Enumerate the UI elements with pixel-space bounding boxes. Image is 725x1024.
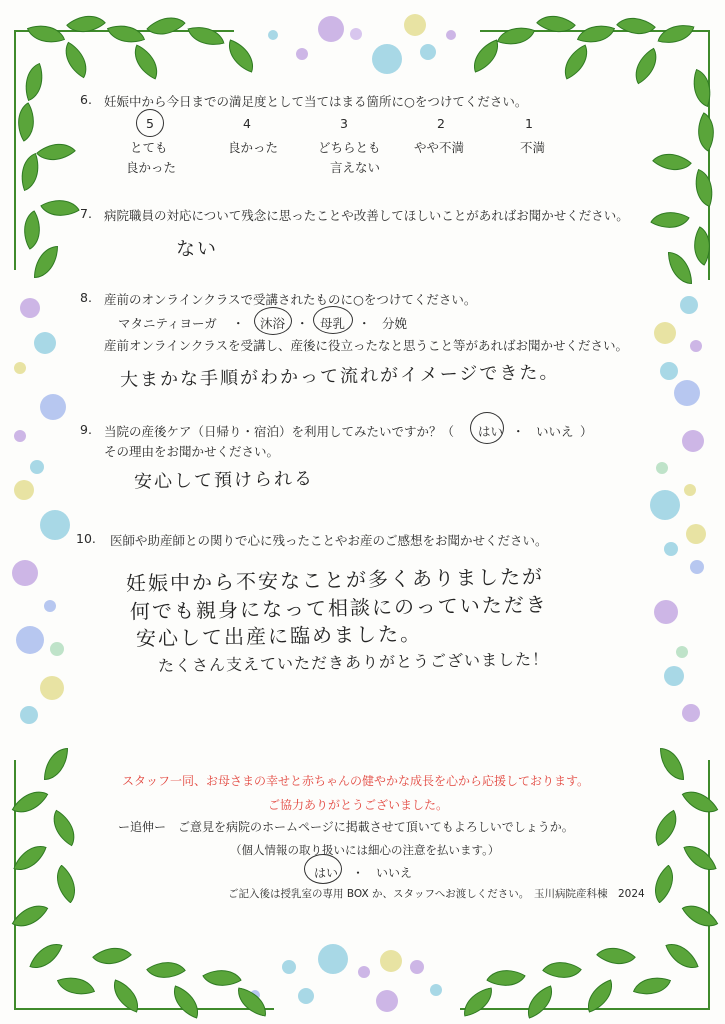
separator: ・ <box>232 316 245 331</box>
selected-circle <box>304 854 342 884</box>
leaf-icon <box>626 48 666 85</box>
separator: ・ <box>296 316 309 331</box>
class-option: マタニティヨーガ <box>118 316 217 331</box>
dot <box>20 706 38 724</box>
dot <box>372 44 402 74</box>
leaf-icon <box>497 19 535 52</box>
yes-option: はい <box>314 866 339 880</box>
dot <box>44 600 56 612</box>
leaf-icon <box>467 39 505 72</box>
separator: ・ <box>512 424 525 439</box>
dot <box>676 646 688 658</box>
dot <box>680 296 698 314</box>
dot <box>34 332 56 354</box>
thanks-message-2: ご協力ありがとうございました。 <box>268 798 449 812</box>
submit-note: ご記入後は授乳室の専用 BOX か、スタッフへお渡しください。 <box>228 888 530 900</box>
dot <box>50 642 64 656</box>
leaf-icon <box>34 246 58 278</box>
dot <box>654 322 676 344</box>
followup-text: その理由をお聞かせください。 <box>104 444 280 459</box>
dot <box>404 14 426 36</box>
leaf-icon <box>536 5 576 44</box>
leaf-icon <box>146 951 186 989</box>
question-text: 妊娠中から今日までの満足度として当てはまる箇所に○をつけてください。 <box>104 94 528 109</box>
leaf-icon <box>12 782 49 822</box>
dot <box>30 460 44 474</box>
leaf-icon <box>46 865 86 904</box>
dot <box>358 966 370 978</box>
leaf-icon <box>460 987 496 1016</box>
question-text: 医師や助産師との関りで心に残ったことやお産のご感想をお聞かせください。 <box>110 533 548 548</box>
dot <box>20 298 40 318</box>
separator: ・ <box>352 866 365 880</box>
selected-circle <box>470 412 504 444</box>
leaf-icon <box>44 810 84 847</box>
handwritten-answer: 安心して預けられる <box>133 468 315 493</box>
dot <box>350 28 362 40</box>
leaf-icon <box>542 951 582 989</box>
leaf-icon <box>682 782 719 822</box>
dot <box>690 560 704 574</box>
frame-line-left <box>14 30 16 270</box>
leaf-icon <box>187 20 224 51</box>
dot <box>684 484 696 496</box>
leaf-icon <box>665 937 698 975</box>
dot <box>686 524 706 544</box>
leaf-icon <box>616 7 656 46</box>
leaf-icon <box>202 960 242 997</box>
no-option: いいえ <box>536 424 574 439</box>
frame-line-bottom <box>14 1008 274 1010</box>
scale-number: 5 <box>146 116 154 131</box>
handwritten-answer: 大まかな手順がわかって流れがイメージできた。 <box>119 362 560 391</box>
dot <box>654 600 678 624</box>
handwritten-answer-line: 何でも親身になって相談にのっていただき <box>129 592 549 624</box>
leaf-icon <box>688 112 725 152</box>
leaf-icon <box>668 252 692 284</box>
leaf-icon <box>57 969 95 1002</box>
question-number: 10. <box>76 531 96 546</box>
leaf-icon <box>14 210 51 250</box>
dot <box>376 990 398 1012</box>
handwritten-answer-line: たくさん支えていただきありがとうございました！ <box>157 649 550 676</box>
dot <box>14 480 34 500</box>
dot <box>664 542 678 556</box>
question-number: 9. <box>80 422 92 437</box>
dot <box>318 16 344 42</box>
scale-number: 4 <box>243 116 251 131</box>
leaf-icon <box>12 896 49 936</box>
leaf-icon <box>92 937 132 976</box>
dot <box>268 30 278 40</box>
dot <box>682 430 704 452</box>
no-option: いいえ <box>376 866 413 880</box>
leaf-icon <box>644 865 684 904</box>
selected-circle <box>313 306 353 334</box>
postscript-question: ー追伸ー ご意見を病院のホームページに掲載させて頂いてもよろしいでしょうか。 <box>118 820 574 834</box>
leaf-icon <box>36 133 76 172</box>
dot <box>298 988 314 1004</box>
leaf-icon <box>17 63 50 101</box>
question-text: 産前のオンラインクラスで受講されたものに○をつけてください。 <box>104 292 477 307</box>
leaf-icon <box>657 18 694 49</box>
scale-label: やや不満 <box>414 140 465 155</box>
leaf-icon <box>685 69 718 107</box>
dot <box>14 362 26 374</box>
class-option: 沐浴 <box>260 316 286 331</box>
frame-line-bottom-r <box>460 1008 710 1010</box>
dot <box>656 462 668 474</box>
dot <box>40 676 64 700</box>
yes-option: はい <box>478 424 504 439</box>
leaf-icon <box>652 143 692 182</box>
dot <box>380 950 402 972</box>
dot <box>430 984 442 996</box>
separator: ・ <box>358 316 371 331</box>
scale-label: 言えない <box>330 160 381 175</box>
handwritten-answer-line: 妊娠中から不安なことが多くありましたが <box>125 564 545 596</box>
question-number: 8. <box>80 290 92 305</box>
leaf-icon <box>13 839 46 877</box>
scale-label: 不満 <box>520 140 546 155</box>
scale-number: 3 <box>340 116 348 131</box>
leaf-icon <box>126 44 165 79</box>
leaf-icon <box>234 987 270 1016</box>
dot <box>12 560 38 586</box>
leaf-icon <box>13 153 46 191</box>
scale-number: 2 <box>437 116 445 131</box>
leaf-icon <box>146 6 186 46</box>
class-option: 母乳 <box>320 316 346 331</box>
leaf-icon <box>646 810 686 847</box>
scale-number: 1 <box>525 116 533 131</box>
dot <box>296 48 308 60</box>
handwritten-answer: ない <box>175 237 219 261</box>
leaf-icon <box>222 39 260 72</box>
leaf-icon <box>167 985 205 1018</box>
leaf-icon <box>29 937 62 975</box>
handwritten-answer-line: 安心して出産に臨めました。 <box>135 621 423 651</box>
leaf-icon <box>27 17 65 50</box>
dot <box>282 960 296 974</box>
question-text: 病院職員の対応について残念に思ったことや改善してほしいことがあればお聞かせください。 <box>104 208 629 223</box>
frame-line-bottom-left <box>14 760 16 1010</box>
leaf-icon <box>650 202 690 239</box>
dot <box>446 30 456 40</box>
leaf-icon <box>660 748 684 780</box>
scale-label: どちらとも <box>318 140 381 155</box>
leaf-icon <box>56 42 96 79</box>
question-number: 6. <box>80 92 92 107</box>
leaf-icon <box>44 748 68 780</box>
thanks-message: スタッフ一同、お母さまの幸せと赤ちゃんの健やかな成長を心から応援しております。 <box>122 774 590 788</box>
dot <box>690 340 702 352</box>
dot <box>14 430 26 442</box>
leaf-icon <box>596 937 636 976</box>
class-option: 分娩 <box>382 316 408 331</box>
dot <box>650 490 680 520</box>
question-number: 7. <box>80 206 92 221</box>
leaf-icon <box>683 839 716 877</box>
dot <box>40 510 70 540</box>
leaf-icon <box>521 985 559 1018</box>
leaf-icon <box>687 169 720 207</box>
hospital-name: 玉川病院産科棟 2024 <box>534 888 645 900</box>
scale-label: とても <box>130 140 168 155</box>
dot <box>664 666 684 686</box>
dot <box>682 704 700 722</box>
dot <box>40 394 66 420</box>
leaf-icon <box>684 226 721 266</box>
leaf-icon <box>40 190 80 227</box>
dot <box>16 626 44 654</box>
followup-text: 産前オンラインクラスを受講し、産後に役立ったなと思うこと等があればお聞かせください。 <box>104 338 629 353</box>
leaf-icon <box>66 5 106 44</box>
privacy-note: （個人情報の取り扱いには細心の注意を払います。） <box>230 843 500 857</box>
question-text: 当院の産後ケア（日帰り・宿泊）を利用してみたいですか？（ <box>104 424 455 439</box>
dot <box>420 44 436 60</box>
close-paren: ） <box>580 424 593 439</box>
dot <box>410 960 424 974</box>
dot <box>318 944 348 974</box>
dot <box>674 380 700 406</box>
scale-label: 良かった <box>126 160 177 175</box>
leaf-icon <box>556 44 595 79</box>
leaf-icon <box>633 969 671 1002</box>
selected-circle <box>254 307 292 335</box>
selected-circle <box>136 109 164 137</box>
scale-label: 良かった <box>228 140 279 155</box>
dot <box>660 362 678 380</box>
leaf-icon <box>682 896 719 936</box>
